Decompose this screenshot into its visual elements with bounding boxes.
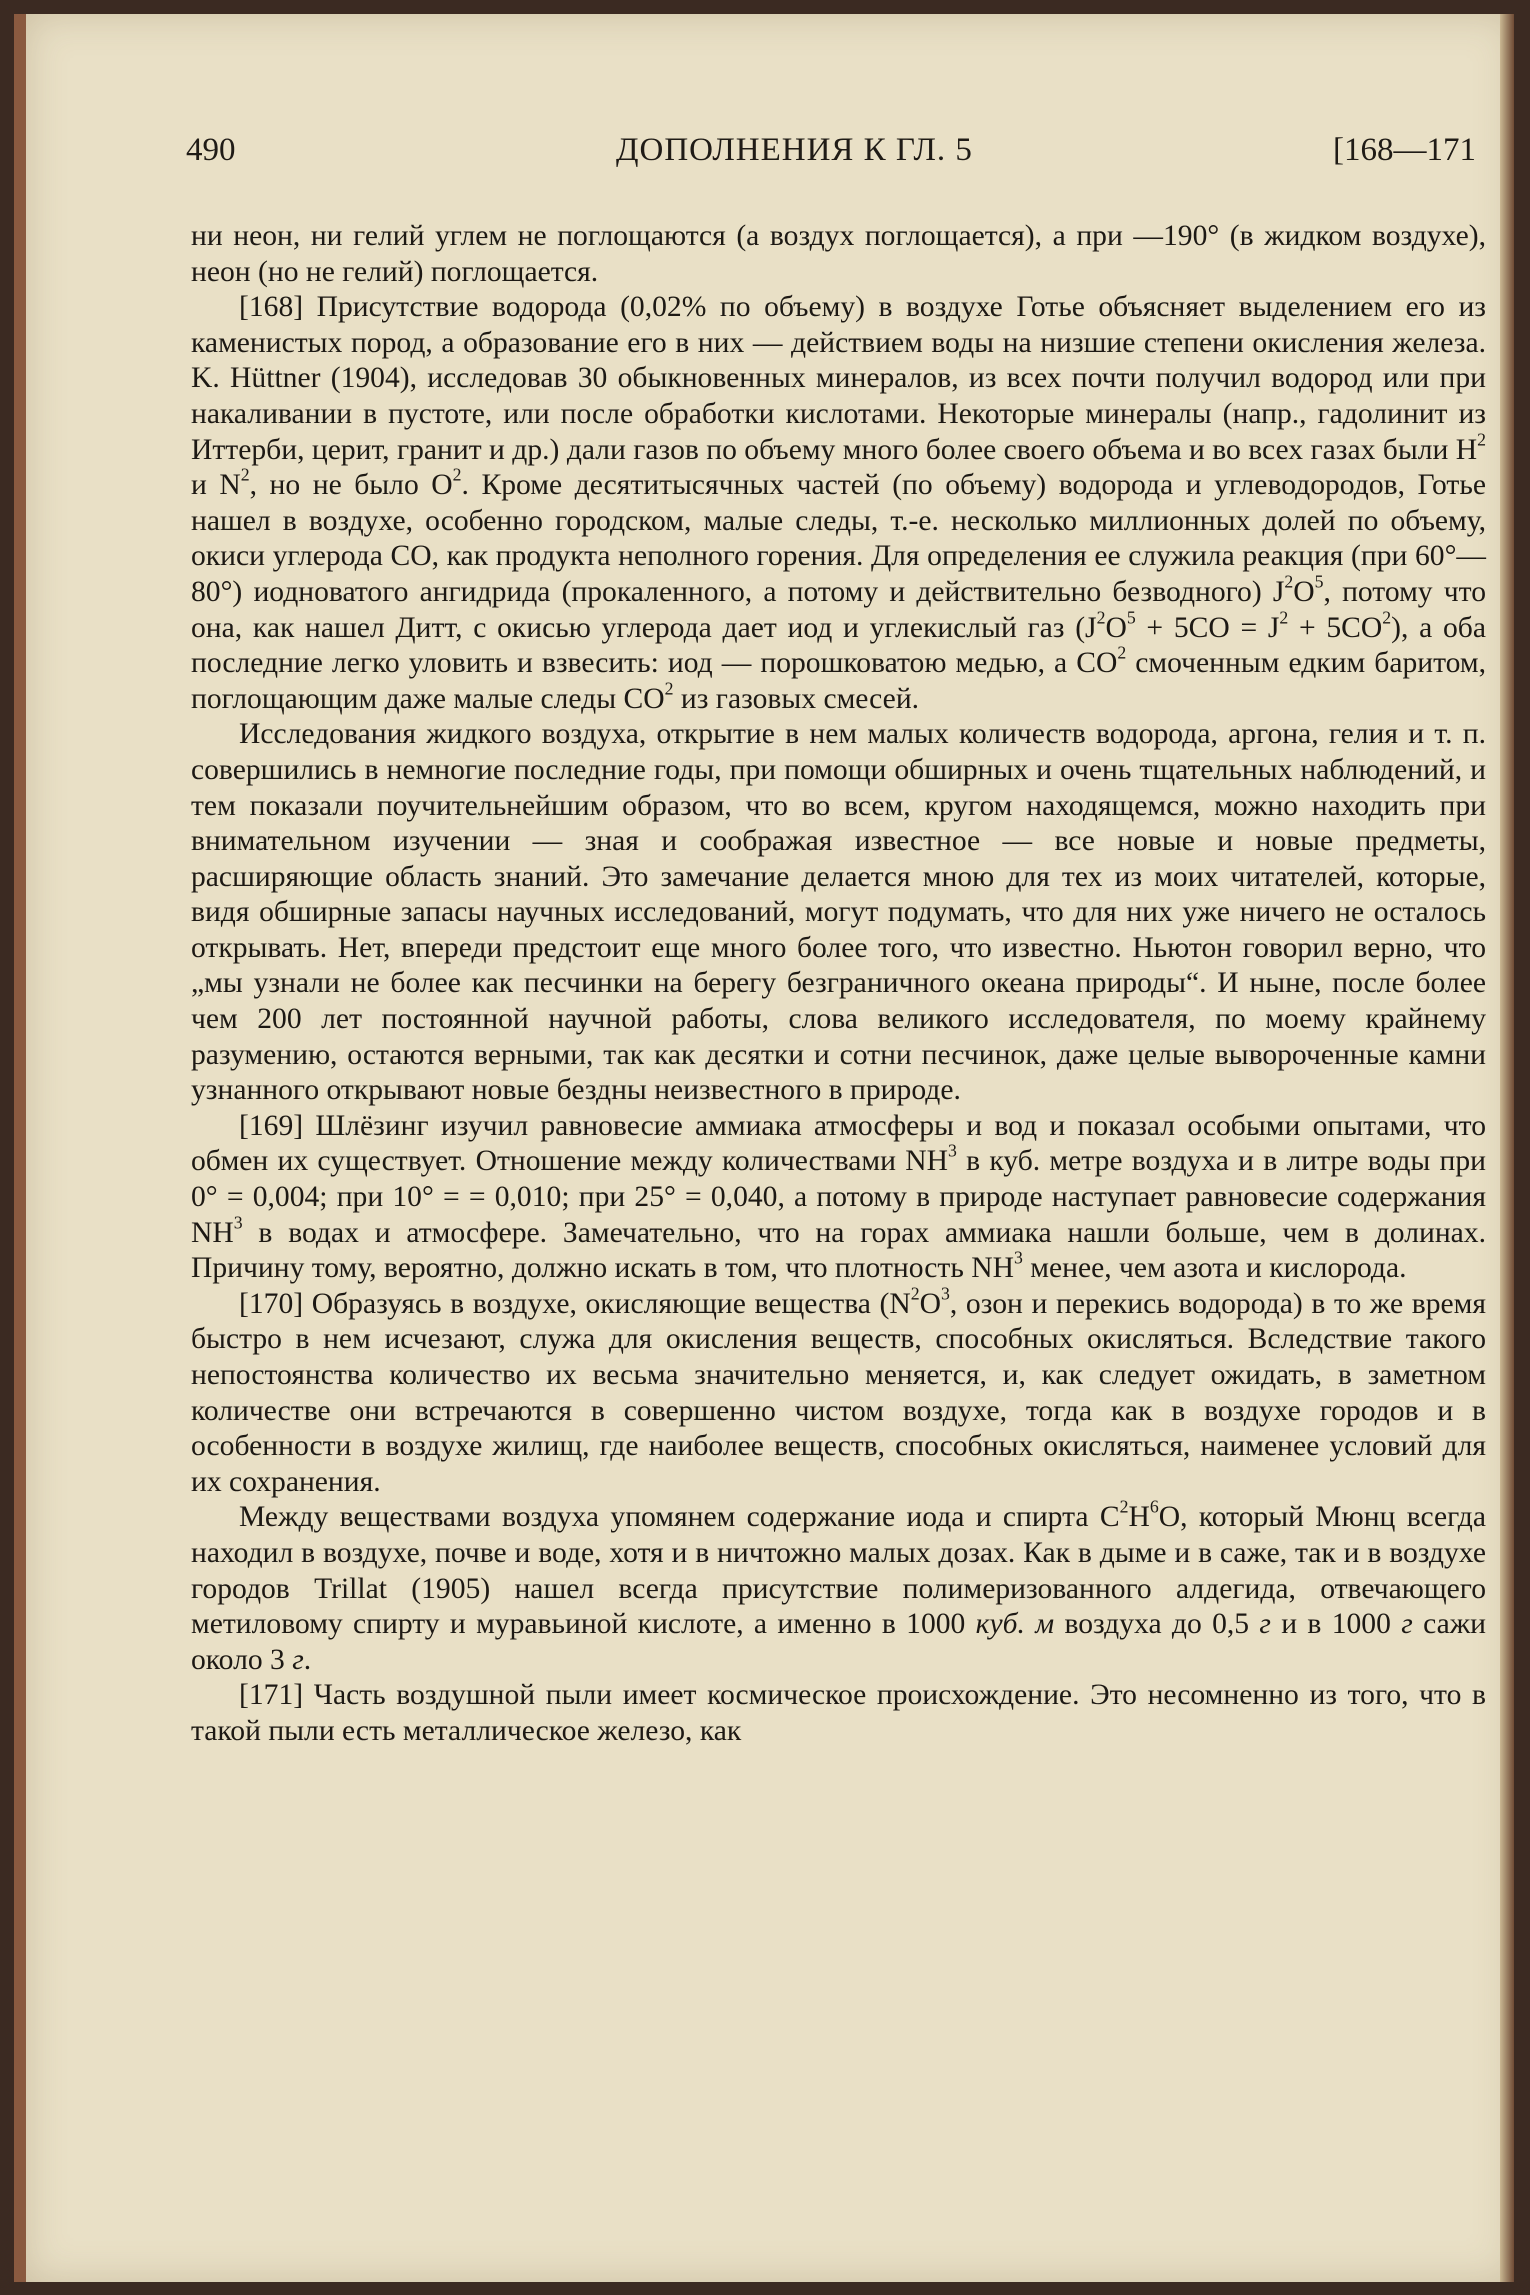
superscript: 2 [1117, 642, 1127, 663]
text-run: в водах и атмосфере. Замечательно, что на горах аммиака нашли больше, чем в долинах. Причину тому, вероятно, должно искать в том, что плотность NH [191, 1216, 1486, 1285]
text-run: , потому что она, как нашел Дитт, с окисью углерода дает иод и углекислый газ (J [191, 575, 1486, 644]
chapter-title: ДОПОЛНЕНИЯ К ГЛ. 5 [616, 132, 973, 168]
superscript: 2 [452, 464, 462, 485]
text-run: [171] Часть воздушной пыли имеет космическое происхождение. Это несомненно из того, что в такой пыли есть металлическое железо, как [191, 1679, 1486, 1747]
paragraph [191, 1109, 1486, 1287]
text-run: O [1293, 575, 1315, 608]
running-header [176, 132, 1476, 182]
text-run: смоченным едким баритом, поглощающим даже малые следы CO [191, 647, 1486, 715]
italic-unit: куб. м [975, 1608, 1055, 1641]
book-page [14, 14, 1514, 2282]
text-run: [168] Присутствие водорода (0,02% по объему) в воздухе Готье объясняет выделением его из каменистых пород, а образование его в них — действием воды на низшие степени окисления железа. K. Hüttner (1904), исследовав 30 обыкновенных минералов, из всех почти получил водород или при накаливании в пустоте, или после обработки кислотами. Некоторые минералы (напр., гадолинит из Иттерби, церит, гранит и др.) дали газов по объему много более своего объема и во всех газах были H [191, 291, 1486, 466]
superscript: 2 [910, 1283, 920, 1304]
paragraph [191, 1678, 1486, 1749]
superscript: 2 [1382, 607, 1392, 628]
superscript: 2 [1096, 607, 1106, 628]
superscript: 5 [1314, 571, 1324, 592]
text-run: сажи около 3 [191, 1608, 1486, 1676]
text-run: , озон и перекись водорода) в то же время быстро в нем исчезают, служа для окисления веществ, способных окисляться. Вследствие такого непостоянства количество их весьма значительно меняется, и, как следует ожидать, в заметном количестве они встречаются в совершенно чистом воздухе, тогда как в воздухе городов и в особенности в воздухе жилищ, где наиболее веществ, способных окисляться, наименее условий для их сохранения. [191, 1287, 1487, 1498]
text-run: и в 1000 [1270, 1608, 1402, 1641]
text-run: [170] Образуясь в воздухе, окисляющие вещества (N [239, 1287, 911, 1320]
text-run: и N [191, 469, 241, 502]
text-run: из газовых смесей. [673, 682, 920, 715]
superscript: 5 [1126, 607, 1136, 628]
text-run: в куб. метре воздуха и в литре воды при 0° = 0,004; при 10° = = 0,010; при 25° = 0,040, а потому в природе наступает равновесие содержания NH [191, 1145, 1486, 1249]
body-text [191, 219, 1486, 1750]
text-run: ни неон, ни гелий углем не поглощаются (а воздух поглощается), а при —190° (в жидком воздухе), неон (но не гелий) поглощается. [191, 220, 1486, 288]
italic-unit: г [1259, 1608, 1271, 1641]
text-run: O [919, 1287, 942, 1320]
italic-unit: г [292, 1643, 304, 1676]
text-run: + 5CO [1288, 611, 1383, 644]
paragraph [191, 219, 1486, 290]
superscript: 2 [1119, 1497, 1129, 1518]
text-run: O [1105, 611, 1127, 644]
text-run: менее, чем азота и кислорода. [1022, 1252, 1407, 1285]
superscript: 2 [1477, 429, 1486, 450]
superscript: 3 [233, 1212, 243, 1233]
text-run: воздуха до 0,5 [1054, 1608, 1260, 1641]
page-edge [1500, 14, 1514, 2282]
paragraph [191, 717, 1486, 1109]
paragraph [191, 1283, 1487, 1501]
text-run: Исследования жидкого воздуха, открытие в нем малых количеств водорода, аргона, гелия и т. п. совершились в немногие последние годы, при помощи обширных и очень тщательных наблюдений, и тем показали поучительнейшим образом, что во всем, кругом находящемся, можно находить при внимательном изучении — зная и соображая известное — все новые и новые предметы, расширяющие область знаний. Это замечание делается мною для тех из моих читателей, которые, видя обширные запасы научных исследований, могут подумать, что для них уже ничего не осталось открывать. Нет, впереди предстоит еще много более того, что известно. Ньютон говорил верно, что „мы узнали не более как песчинки на берегу безграничного океана природы“. И ныне, после более чем 200 лет постоянной научной работы, слова великого исследователя, по моему крайнему разумению, остаются верными, так как десятки и сотни песчинок, даже целые вывороченные камни узнанного открывают новые бездны неизвестного в природе. [191, 718, 1486, 1107]
superscript: 3 [947, 1141, 957, 1162]
text-run: [169] Шлёзинг изучил равновесие аммиака атмосферы и вод и показал особыми опытами, что обмен их существует. Отношение между количествами NH [191, 1109, 1486, 1178]
superscript: 2 [1284, 571, 1294, 592]
text-run: Между веществами воздуха упомянем содержание иода и спирта C [239, 1501, 1120, 1534]
superscript: 2 [664, 678, 674, 699]
paragraph [191, 290, 1486, 717]
text-run: ), а оба последние легко уловить и взвесить: иод — порошковатою медью, а CO [191, 611, 1486, 680]
superscript: 3 [1013, 1247, 1023, 1268]
text-run: + 5CO = J [1135, 611, 1280, 644]
superscript: 6 [1149, 1497, 1159, 1518]
text-run: , но не было O [249, 469, 453, 502]
text-run: . Кроме десятитысячных частей (по объему) водорода и углеводородов, Готье нашел в воздухе, особенно городском, малые следы, т.-е. несколько миллионных долей по объему, окиси углерода CO, как продукта неполного горения. Для определения ее служила реакция (при 60°—80°) иодноватого ангидрида (прокаленного, а потому и действительно безводного) J [191, 469, 1486, 608]
italic-unit: г [1401, 1608, 1413, 1641]
text-run: O, который Мюнц всегда находил в воздухе, почве и воде, хотя и в ничтожно малых дозах. Как в дыме и в саже, так и в воздухе городов Trillat (1905) нашел всегда присутствие полимеризованного алдегида, отвечающего метиловому спирту и муравьиной кислоте, а именно в 1000 [191, 1501, 1486, 1641]
page-number: 490 [186, 132, 236, 168]
superscript: 3 [941, 1283, 950, 1304]
superscript: 2 [240, 464, 250, 485]
text-run: H [1128, 1501, 1150, 1534]
paragraph [191, 1497, 1486, 1678]
note-range: [168—171 [1333, 132, 1476, 168]
text-run: . [303, 1643, 312, 1676]
superscript: 2 [1279, 607, 1289, 628]
